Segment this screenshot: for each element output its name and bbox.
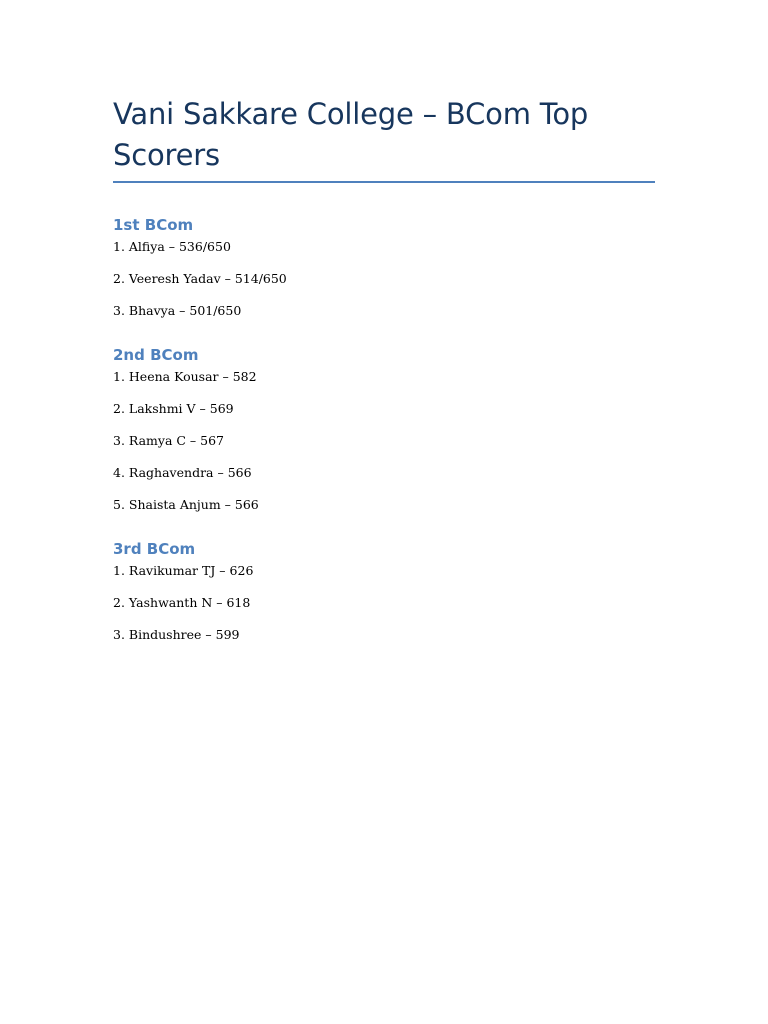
section-2nd-bcom: [113, 345, 655, 513]
section-3rd-bcom: [113, 539, 655, 643]
scorer-entry: 2. Veeresh Yadav – 514/650: [113, 271, 287, 286]
section-heading-1st-bcom: 1st BCom: [113, 216, 194, 234]
scorer-entry: 1. Ravikumar TJ – 626: [113, 563, 254, 578]
scorer-list-2nd-bcom: [113, 369, 655, 513]
section-heading-3rd-bcom: 3rd BCom: [113, 540, 196, 558]
document-body: [113, 94, 655, 643]
section-heading-2nd-bcom: 2nd BCom: [113, 346, 199, 364]
scorer-entry: 3. Ramya C – 567: [113, 433, 225, 448]
document-title: Vani Sakkare College – BCom Top Scorers: [113, 97, 589, 172]
scorer-entry: 2. Lakshmi V – 569: [113, 401, 234, 416]
scorer-entry: 1. Alfiya – 536/650: [113, 239, 231, 254]
section-1st-bcom: [113, 215, 655, 319]
scorer-entry: 1. Heena Kousar – 582: [113, 369, 257, 384]
scorer-entry: 4. Raghavendra – 566: [113, 465, 252, 480]
scorer-list-3rd-bcom: [113, 563, 655, 643]
scorer-entry: 3. Bindushree – 599: [113, 627, 240, 642]
scorer-list-1st-bcom: [113, 239, 655, 319]
scorer-entry: 5. Shaista Anjum – 566: [113, 497, 259, 512]
scorer-entry: 2. Yashwanth N – 618: [113, 595, 251, 610]
scorer-entry: 3. Bhavya – 501/650: [113, 303, 242, 318]
title-underline: [113, 181, 655, 183]
